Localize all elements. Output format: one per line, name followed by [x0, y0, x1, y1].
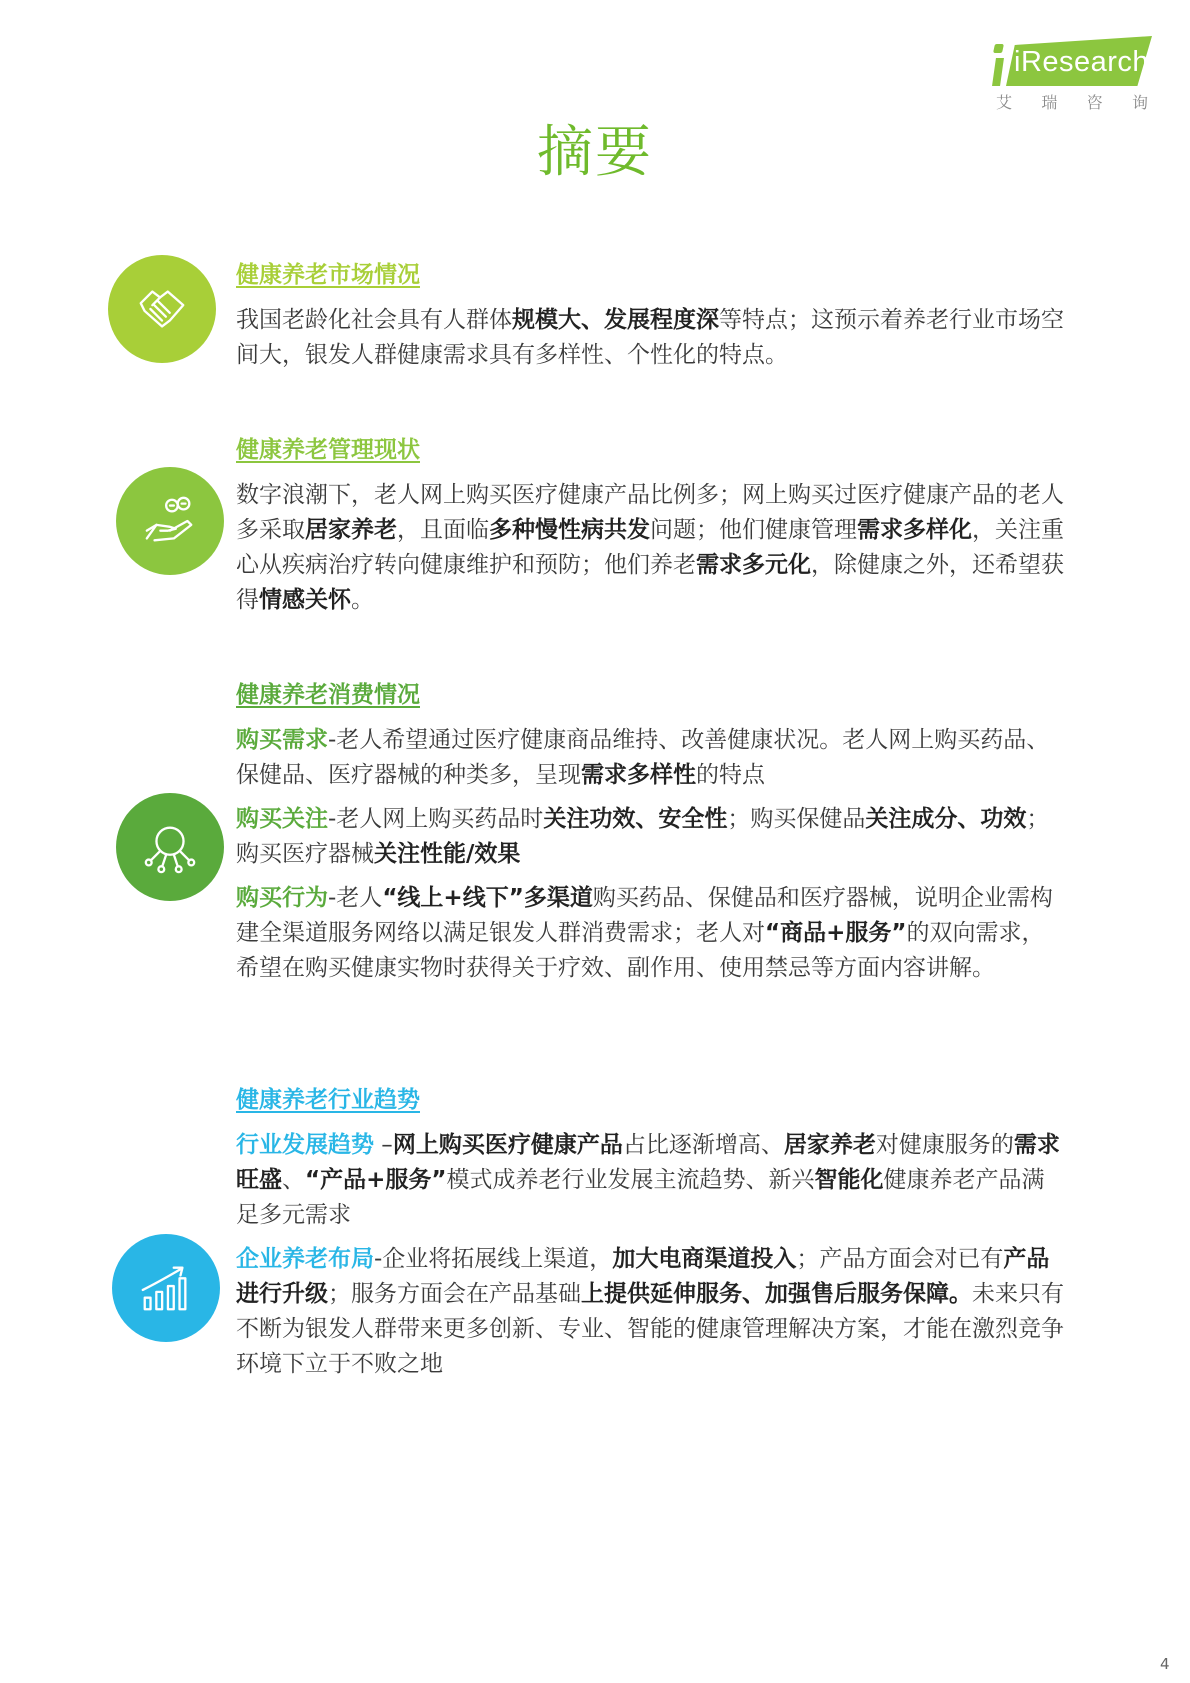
segment-text: –	[374, 1132, 393, 1158]
hand-coins-icon	[141, 492, 199, 550]
paragraph-lead: 购买行为	[236, 885, 328, 911]
segment-text: -企业将拓展线上渠道，	[374, 1246, 613, 1272]
segment-bold: “商品+服务”	[765, 920, 907, 946]
segment-text: 的特点	[696, 762, 765, 788]
segment-bold: 需求旺盛	[236, 1132, 1060, 1193]
section-icon-circle	[116, 467, 224, 575]
logo-i-mark	[992, 40, 1014, 86]
segment-bold: 产品进行升级	[236, 1246, 1050, 1307]
segment-text: 等特点；这预示着养老行业市场空间大，银发人群健康需求具有多样性、个性化的特点。	[236, 307, 1064, 368]
segment-text: 的双向需求，希望在购买健康实物时获得关于疗效、副作用、使用禁忌等方面内容讲解。	[236, 920, 1045, 981]
section-management-status	[236, 431, 1066, 627]
segment-text: -老人	[328, 885, 383, 911]
section-paragraph	[236, 303, 1066, 373]
network-icon	[141, 818, 199, 876]
segment-text: 问题；他们健康管理	[650, 517, 857, 543]
segment-text: ，除健康之外，还希望获得	[236, 552, 1064, 613]
logo-cn-char: 咨	[1086, 93, 1103, 112]
segment-bold: 关注性能/效果	[374, 841, 521, 867]
segment-text: 未来只有不断为银发人群带来更多创新、专业、智能的健康管理解决方案，才能在激烈竞争环境下立于不败之地	[236, 1281, 1064, 1377]
segment-text: 对健康服务的	[875, 1132, 1014, 1158]
growth-chart-icon	[137, 1259, 195, 1317]
segment-bold: 需求多样性	[581, 762, 696, 788]
segment-bold: 需求多样化	[857, 517, 972, 543]
section-heading: 健康养老管理现状	[236, 437, 420, 463]
segment-bold: 关注成分、功效	[865, 806, 1027, 832]
segment-bold: 居家养老	[305, 517, 397, 543]
segment-text: 。	[351, 587, 374, 613]
handshake-icon	[133, 280, 191, 338]
segment-text: ，且面临	[397, 517, 489, 543]
segment-text: -老人希望通过医疗健康商品维持、改善健康状况。老人网上购买药品、保健品、医疗器械的种类多，呈现	[236, 727, 1050, 788]
page-number: 4	[1160, 1655, 1170, 1673]
segment-text: ；购买保健品	[727, 806, 866, 832]
section-icon-circle	[108, 255, 216, 363]
paragraph-lead: 行业发展趋势	[236, 1132, 374, 1158]
logo-cn-char: 询	[1131, 93, 1148, 112]
segment-text: 、	[282, 1167, 305, 1193]
paragraph-lead: 购买关注	[236, 806, 328, 832]
segment-text: ；购买医疗器械	[236, 806, 1050, 867]
section-industry-trend	[236, 1081, 1066, 1391]
segment-text: 我国老龄化社会具有人群体	[236, 307, 512, 333]
section-heading: 健康养老市场情况	[236, 262, 420, 288]
segment-bold: “产品+服务”	[305, 1167, 447, 1193]
segment-bold: 网上购买医疗健康产品	[392, 1132, 623, 1158]
segment-text: 模式成养老行业发展主流趋势、新兴	[446, 1167, 815, 1193]
segment-text: ，关注重心从疾病治疗转向健康维护和预防；他们养老	[236, 517, 1064, 578]
logo-cn-char: 艾	[996, 93, 1013, 112]
logo-wordmark: iResearch	[1014, 46, 1150, 78]
segment-bold: 智能化	[814, 1167, 884, 1193]
segment-bold: 加大电商渠道投入	[612, 1246, 797, 1272]
segment-text: ；产品方面会对已有	[796, 1246, 1004, 1272]
section-heading: 健康养老行业趋势	[236, 1087, 420, 1113]
section-paragraph	[236, 1128, 1066, 1233]
segment-bold: “线上+线下”多渠道	[382, 885, 593, 911]
segment-bold: 情感关怀	[259, 587, 351, 613]
section-paragraph	[236, 1242, 1066, 1382]
section-paragraph	[236, 478, 1066, 618]
page-title: 摘要	[537, 120, 653, 185]
segment-bold: 需求多元化	[696, 552, 811, 578]
paragraph-lead: 企业养老布局	[236, 1246, 374, 1272]
section-icon-circle	[116, 793, 224, 901]
paragraph-lead: 购买需求	[236, 727, 328, 753]
section-heading: 健康养老消费情况	[236, 682, 420, 708]
iresearch-logo	[992, 30, 1160, 110]
section-market-situation	[236, 256, 1066, 382]
segment-bold: 关注功效、安全性	[543, 806, 728, 832]
section-paragraph	[236, 881, 1066, 986]
section-consumption-situation	[236, 676, 1066, 995]
logo-cn-char: 瑞	[1041, 93, 1058, 112]
section-paragraph	[236, 802, 1066, 872]
segment-text: 健康养老产品满足多元需求	[236, 1167, 1045, 1228]
segment-bold: 居家养老	[783, 1132, 876, 1158]
section-icon-circle	[112, 1234, 220, 1342]
segment-text: ；服务方面会在产品基础	[328, 1281, 581, 1307]
segment-text: -老人网上购买药品时	[328, 806, 544, 832]
segment-bold: 多种慢性病共发	[489, 517, 650, 543]
section-paragraph	[236, 723, 1066, 793]
segment-bold: 规模大、发展程度深	[512, 307, 719, 333]
segment-bold: 上提供延伸服务、加强售后服务保障。	[581, 1281, 972, 1307]
segment-text: 数字浪潮下，老人网上购买医疗健康产品比例多；网上购买过医疗健康产品的老人多采取	[236, 482, 1064, 543]
segment-text: 占比逐渐增高、	[622, 1132, 784, 1158]
segment-text: 购买药品、保健品和医疗器械，说明企业需构建全渠道服务网络以满足银发人群消费需求；老人对	[236, 885, 1053, 946]
